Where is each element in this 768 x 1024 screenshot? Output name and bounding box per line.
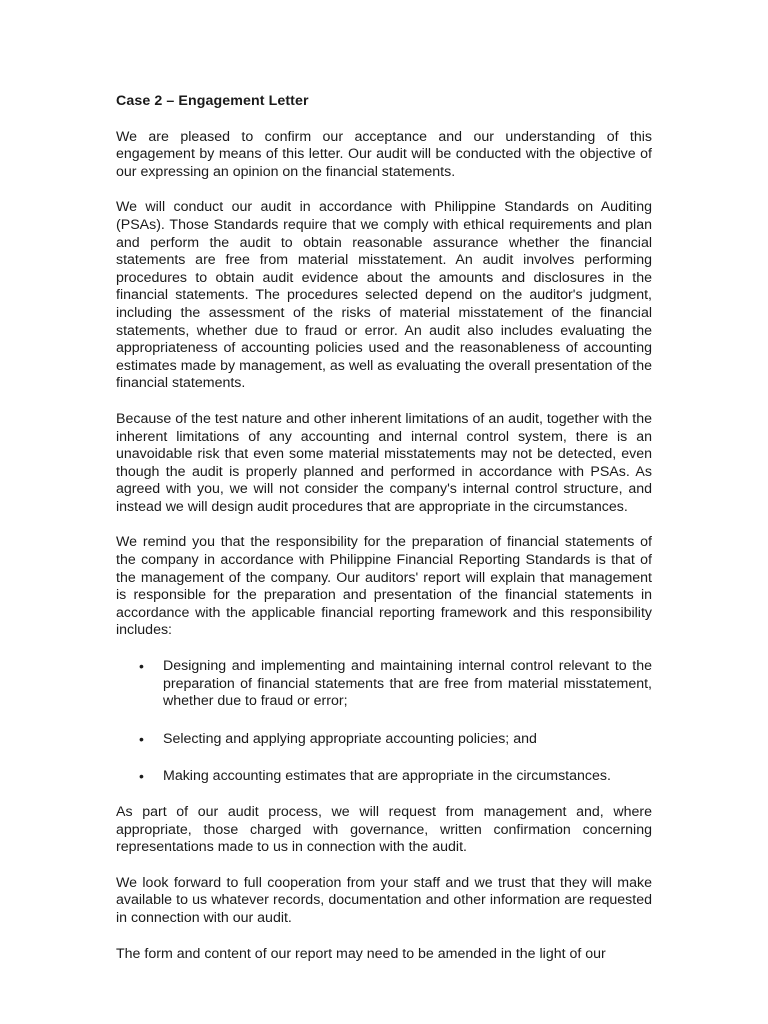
bullet-icon: • bbox=[139, 658, 144, 675]
list-item-text: Making accounting estimates that are appropriate in the circumstances. bbox=[163, 768, 611, 785]
paragraph-confirmation: We are pleased to confirm our acceptance and our understanding of this engagement by means of this letter. Our audit will be conducted with the objective of our expressing an opinion on the financial statements. bbox=[116, 128, 652, 180]
list-item-text: Selecting and applying appropriate accounting policies; and bbox=[163, 730, 537, 747]
document-page bbox=[116, 93, 652, 981]
list-item bbox=[116, 768, 652, 786]
paragraph-audit-standards: We will conduct our audit in accordance with Philippine Standards on Auditing (PSAs). Those Standards require that we comply with ethical requirements and plan and perform the audit to obtain reasonable assurance whether the financial statements are free from material misstatement. An audit involves performing procedures to obtain audit evidence about the amounts and disclosures in the financial statements. The procedures selected depend on the auditor's judgment, including the assessment of the risks of material misstatement of the financial statements, whether due to fraud or error. An audit also includes evaluating the appropriateness of accounting policies used and the reasonableness of accounting estimates made by management, as well as evaluating the overall presentation of the financial statements. bbox=[116, 199, 652, 392]
document-title: Case 2 – Engagement Letter bbox=[116, 93, 309, 109]
paragraph-management-responsibility: We remind you that the responsibility for the preparation of financial statements of the company in accordance with Philippine Financial Reporting Standards is that of the management of the company. Our auditors' report will explain that management is responsible for the preparation and presentation of the financial statements in accordance with the applicable financial reporting framework and this responsibility includes: bbox=[116, 534, 652, 639]
list-item bbox=[116, 731, 652, 749]
paragraph-cooperation: We look forward to full cooperation from your staff and we trust that they will make available to us whatever records, documentation and other information are requested in connection with our audit. bbox=[116, 874, 652, 926]
list-item-text: Designing and implementing and maintaining internal control relevant to the preparation of financial statements that are free from material misstatement, whether due to fraud or error; bbox=[163, 658, 652, 710]
responsibility-list bbox=[116, 658, 652, 786]
paragraph-written-confirmation: As part of our audit process, we will request from management and, where appropriate, those charged with governance, written confirmation concerning representations made to us in connection with the audit. bbox=[116, 804, 652, 856]
paragraph-inherent-limitations: Because of the test nature and other inherent limitations of an audit, together with the inherent limitations of any accounting and internal control system, there is an unavoidable risk that even some material misstatements may not be detected, even though the audit is properly planned and performed in accordance with PSAs. As agreed with you, we will not consider the company's internal control structure, and instead we will design audit procedures that are appropriate in the circumstances. bbox=[116, 410, 652, 515]
bullet-icon: • bbox=[139, 730, 144, 747]
bullet-icon: • bbox=[139, 768, 144, 785]
list-item bbox=[116, 658, 652, 711]
paragraph-report-form: The form and content of our report may need to be amended in the light of our bbox=[116, 945, 606, 962]
